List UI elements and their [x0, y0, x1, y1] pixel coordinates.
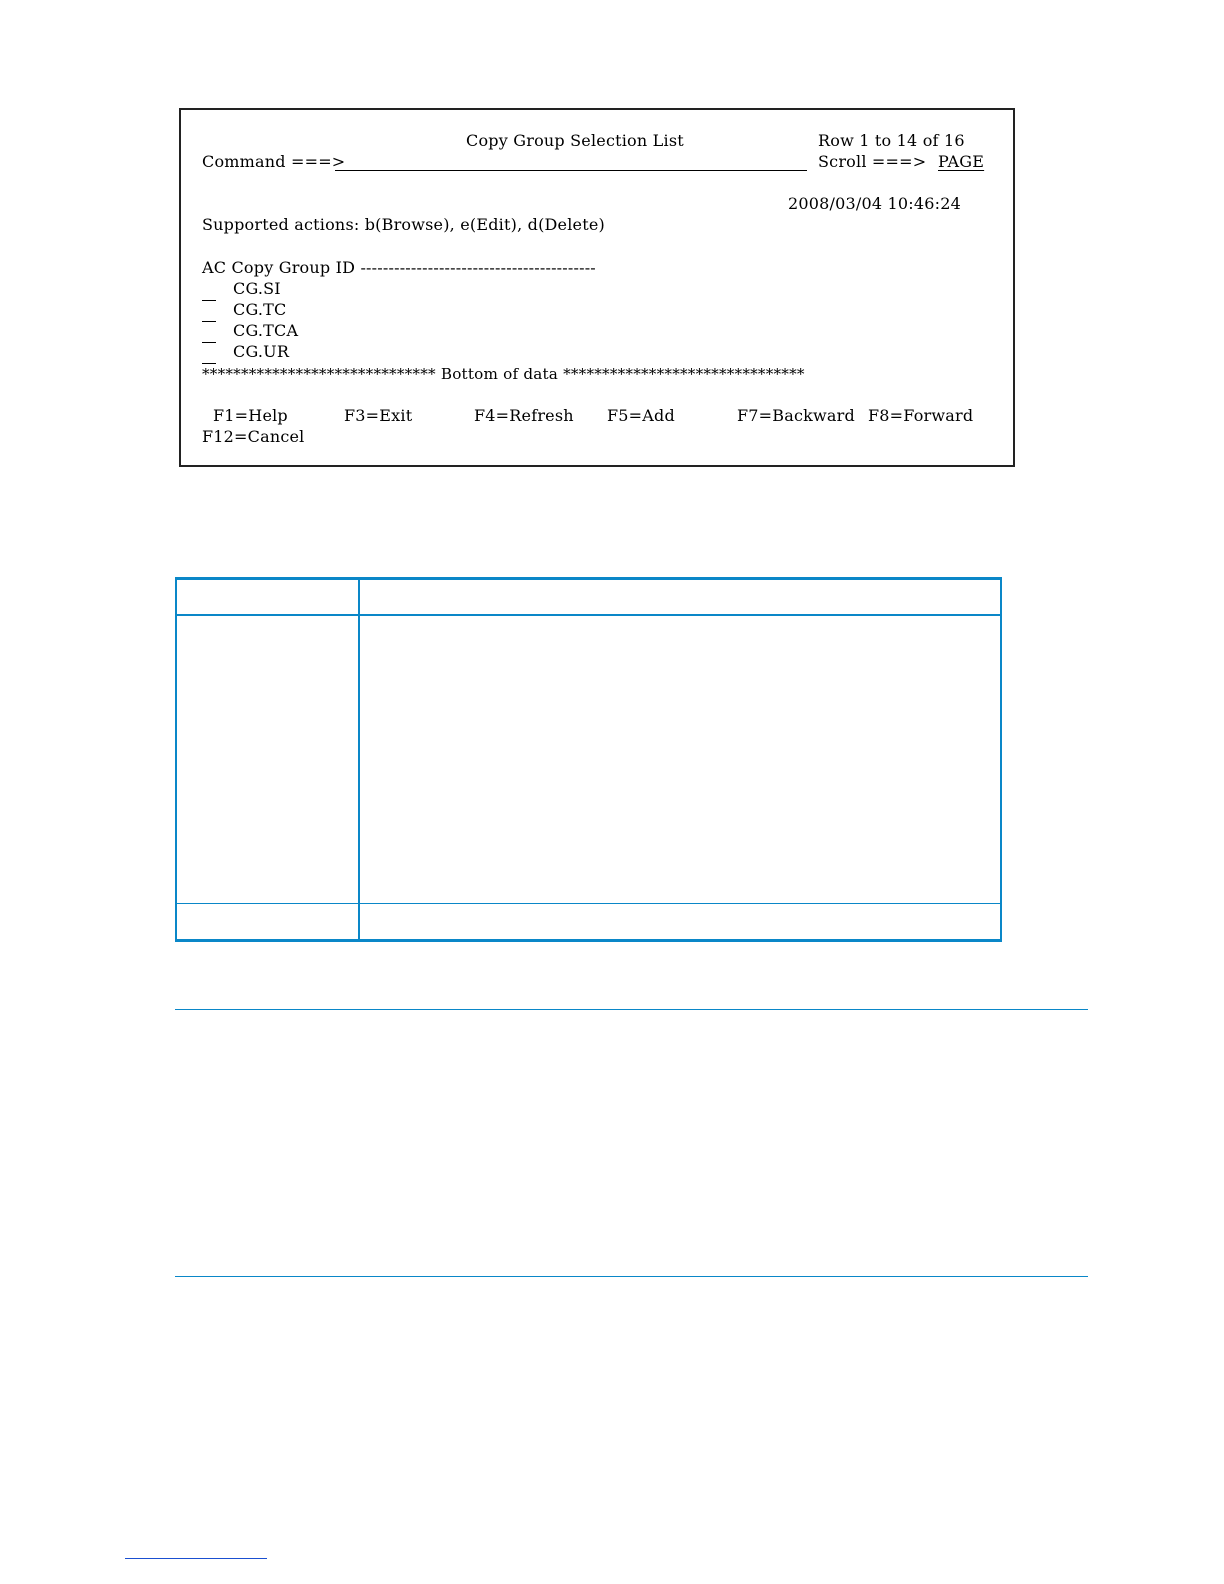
note-bottom-rule [175, 1276, 1088, 1277]
scroll-label: Scroll ===> [818, 152, 927, 171]
table-header-divider [175, 614, 1002, 616]
table-row-divider [175, 903, 1002, 904]
table-bottom-border [175, 939, 1002, 942]
copy-group-id: CG.TC [233, 300, 287, 319]
command-input[interactable] [335, 151, 807, 169]
f3-exit-key[interactable]: F3=Exit [344, 406, 413, 425]
copy-group-selection-panel [179, 108, 1015, 467]
panel-title: Copy Group Selection List [466, 131, 684, 150]
bottom-of-data-marker: ****************************** Bottom of data ******************************* [202, 365, 805, 383]
table-right-border [1000, 577, 1002, 942]
table-column-divider [358, 577, 360, 942]
supported-actions: Supported actions: b(Browse), e(Edit), d(Delete) [202, 215, 605, 234]
f4-refresh-key[interactable]: F4=Refresh [474, 406, 574, 425]
row-action-field[interactable] [202, 282, 216, 301]
f8-forward-key[interactable]: F8=Forward [868, 406, 974, 425]
note-top-rule [175, 1009, 1088, 1010]
timestamp: 2008/03/04 10:46:24 [788, 194, 961, 213]
f12-cancel-key[interactable]: F12=Cancel [202, 427, 305, 446]
row-action-field[interactable] [202, 303, 216, 322]
copy-group-id: CG.UR [233, 342, 290, 361]
row-action-field[interactable] [202, 324, 216, 343]
f1-help-key[interactable]: F1=Help [213, 406, 288, 425]
f7-backward-key[interactable]: F7=Backward [737, 406, 855, 425]
row-action-field[interactable] [202, 345, 216, 364]
footer-link-underline[interactable] [125, 1558, 267, 1559]
scroll-amount-field[interactable]: PAGE [938, 152, 985, 171]
table-left-border [175, 577, 177, 942]
row-info: Row 1 to 14 of 16 [818, 131, 965, 150]
copy-group-id: CG.TCA [233, 321, 299, 340]
column-header: AC Copy Group ID ------------------------------------------ [202, 258, 596, 277]
table-top-border [175, 577, 1002, 580]
command-label: Command ===> [202, 152, 346, 171]
f5-add-key[interactable]: F5=Add [607, 406, 675, 425]
command-input-underline [335, 170, 807, 171]
field-description-table [175, 577, 1002, 942]
copy-group-id: CG.SI [233, 279, 281, 298]
